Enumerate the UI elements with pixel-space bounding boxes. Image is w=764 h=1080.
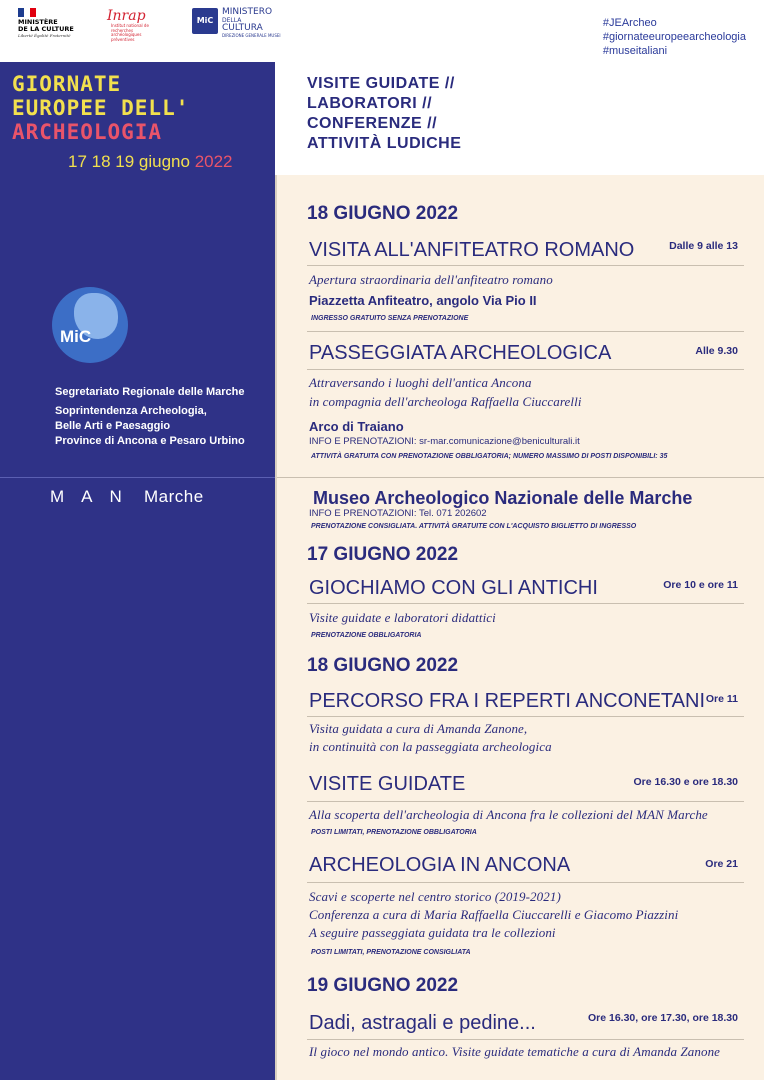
event-title-line: EUROPEE DELL' xyxy=(12,96,190,120)
museum-note: PRENOTAZIONE CONSIGLIATA. ATTIVITÀ GRATUITE CON L'ACQUISTO BIGLIETTO DI INGRESSO xyxy=(311,523,637,530)
event-dates-days: 17 18 19 giugno xyxy=(68,152,190,171)
activity-item: ATTIVITÀ LUDICHE xyxy=(307,135,462,152)
logo-fr-line1: MINISTÈRE xyxy=(18,18,58,26)
event-description: Attraversando i luoghi dell'antica Ancona xyxy=(309,375,532,390)
logo-fr-motto: Liberté Égalité Fraternité xyxy=(18,33,71,38)
sidebar xyxy=(0,175,275,1080)
event-title: ARCHEOLOGIA IN ANCONA xyxy=(309,854,571,876)
logo-fr-line2: DE LA CULTURE xyxy=(18,25,74,33)
day-heading: 18 GIUGNO 2022 xyxy=(307,655,459,676)
event-note: POSTI LIMITATI, PRENOTAZIONE CONSIGLIATA xyxy=(311,949,471,956)
event-time: Ore 16.30, ore 17.30, ore 18.30 xyxy=(587,1012,738,1024)
hashtags xyxy=(603,16,746,58)
mic-emblem-icon: MiC xyxy=(192,8,218,34)
day-heading: 19 GIUGNO 2022 xyxy=(307,975,459,996)
org-line: Province di Ancona e Pesaro Urbino xyxy=(55,435,245,447)
logo-mic-line1: MINISTERO xyxy=(222,7,273,17)
logo-mic-header xyxy=(192,8,302,38)
event-time: Ore 21 xyxy=(705,858,738,870)
event-description: Visita guidata a cura di Amanda Zanone, xyxy=(309,721,528,736)
event-note: POSTI LIMITATI, PRENOTAZIONE OBBLIGATORIA xyxy=(311,829,477,836)
event-title: Dadi, astragali e pedine... xyxy=(309,1012,536,1034)
event-dates xyxy=(68,152,233,172)
divider xyxy=(307,716,744,717)
event-description: Alla scoperta dell'archeologia di Ancona fra le collezioni del MAN Marche xyxy=(309,807,708,822)
divider xyxy=(0,477,275,478)
event-description: Visite guidate e laboratori didattici xyxy=(309,610,496,625)
event-note: PRENOTAZIONE OBBLIGATORIA xyxy=(311,632,422,639)
event-location: Arco di Traiano xyxy=(309,419,404,434)
museum-name: Museo Archeologico Nazionale delle Marche xyxy=(313,488,693,508)
org-line: Segretariato Regionale delle Marche xyxy=(55,386,245,398)
logo-mic-line3: CULTURA xyxy=(222,23,263,33)
divider xyxy=(307,331,744,332)
divider xyxy=(307,882,744,883)
logo-mic-line4: DIREZIONE GENERALE MUSEI xyxy=(222,33,281,38)
logo-mic-line2: DELLA xyxy=(222,17,242,24)
event-description: Scavi e scoperte nel centro storico (2019-2021) xyxy=(309,889,561,904)
man-marche-label: MAN Marche xyxy=(50,487,204,506)
event-dates-year: 2022 xyxy=(194,152,233,171)
logo-inrap xyxy=(107,8,162,42)
day-heading: 18 GIUGNO 2022 xyxy=(307,203,459,224)
event-note: INGRESSO GRATUITO SENZA PRENOTAZIONE xyxy=(311,315,469,322)
event-title-block xyxy=(0,62,275,175)
event-description: Conferenza a cura di Maria Raffaella Ciuccarelli e Giacomo Piazzini xyxy=(309,907,679,922)
museum-info: INFO E PRENOTAZIONI: Tel. 071 202602 xyxy=(309,508,487,519)
event-time: Ore 10 e ore 11 xyxy=(663,579,738,591)
event-description: Apertura straordinaria dell'anfiteatro romano xyxy=(309,272,553,287)
activity-item: CONFERENZE // xyxy=(307,115,438,132)
organization-text xyxy=(55,385,245,449)
event-title-line: ARCHEOLOGIA xyxy=(12,120,163,144)
activity-item: VISITE GUIDATE // xyxy=(307,75,455,92)
event-time: Alle 9.30 xyxy=(695,345,738,357)
event-description: Il gioco nel mondo antico. Visite guidate tematiche a cura di Amanda Zanone xyxy=(309,1044,721,1059)
divider xyxy=(307,1039,744,1040)
hashtag[interactable]: #JEArcheo xyxy=(602,17,657,29)
divider xyxy=(307,801,744,802)
event-title: VISITE GUIDATE xyxy=(309,773,466,795)
event-time: Ore 16.30 e ore 18.30 xyxy=(633,776,738,788)
event-time: Ore 11 xyxy=(705,693,738,705)
event-description: in continuità con la passeggiata archeologica xyxy=(309,739,552,754)
mic-label: MiC xyxy=(60,327,92,346)
logo-inrap-subtitle: Institut national de recherches archéologiques préventives xyxy=(111,23,149,42)
divider xyxy=(307,603,744,604)
event-title: GIOCHIAMO CON GLI ANTICHI xyxy=(309,577,598,599)
hashtag[interactable]: #giornateeuropeearcheologia xyxy=(602,31,746,43)
event-title: VISITA ALL'ANFITEATRO ROMANO xyxy=(309,239,635,261)
header xyxy=(0,0,764,175)
event-time: Dalle 9 alle 13 xyxy=(669,240,738,252)
event-location: Piazzetta Anfiteatro, angolo Via Pio II xyxy=(309,293,537,308)
french-flag-icon xyxy=(18,8,36,17)
event-title: PASSEGGIATA ARCHEOLOGICA xyxy=(309,342,612,364)
event-description: A seguire passeggiata guidata tra le collezioni xyxy=(309,925,556,940)
event-note: ATTIVITÀ GRATUITA CON PRENOTAZIONE OBBLIGATORIA; NUMERO MASSIMO DI POSTI DISPONIBILI: 35 xyxy=(311,453,668,460)
day-heading: 17 GIUGNO 2022 xyxy=(307,544,459,565)
event-info: INFO E PRENOTAZIONI: sr-mar.comunicazione@beniculturali.it xyxy=(309,436,580,447)
logo-ministere-culture xyxy=(12,8,82,39)
divider xyxy=(307,369,744,370)
event-title: PERCORSO FRA I REPERTI ANCONETANI xyxy=(309,690,705,712)
mic-logo xyxy=(52,287,128,363)
activity-list xyxy=(307,74,461,154)
divider xyxy=(307,265,744,266)
section-divider xyxy=(277,477,764,478)
logo-inrap-name: Inrap xyxy=(107,8,146,24)
org-line: Soprintendenza Archeologia, xyxy=(55,405,207,417)
hashtag[interactable]: #museitaliani xyxy=(602,45,668,57)
org-line: Belle Arti e Paesaggio xyxy=(55,420,171,432)
event-description: in compagnia dell'archeologa Raffaella Ciuccarelli xyxy=(309,394,582,409)
program-panel xyxy=(275,175,764,1080)
activity-item: LABORATORI // xyxy=(307,95,433,112)
event-title xyxy=(12,72,189,144)
event-title-line: GIORNATE xyxy=(12,72,122,96)
